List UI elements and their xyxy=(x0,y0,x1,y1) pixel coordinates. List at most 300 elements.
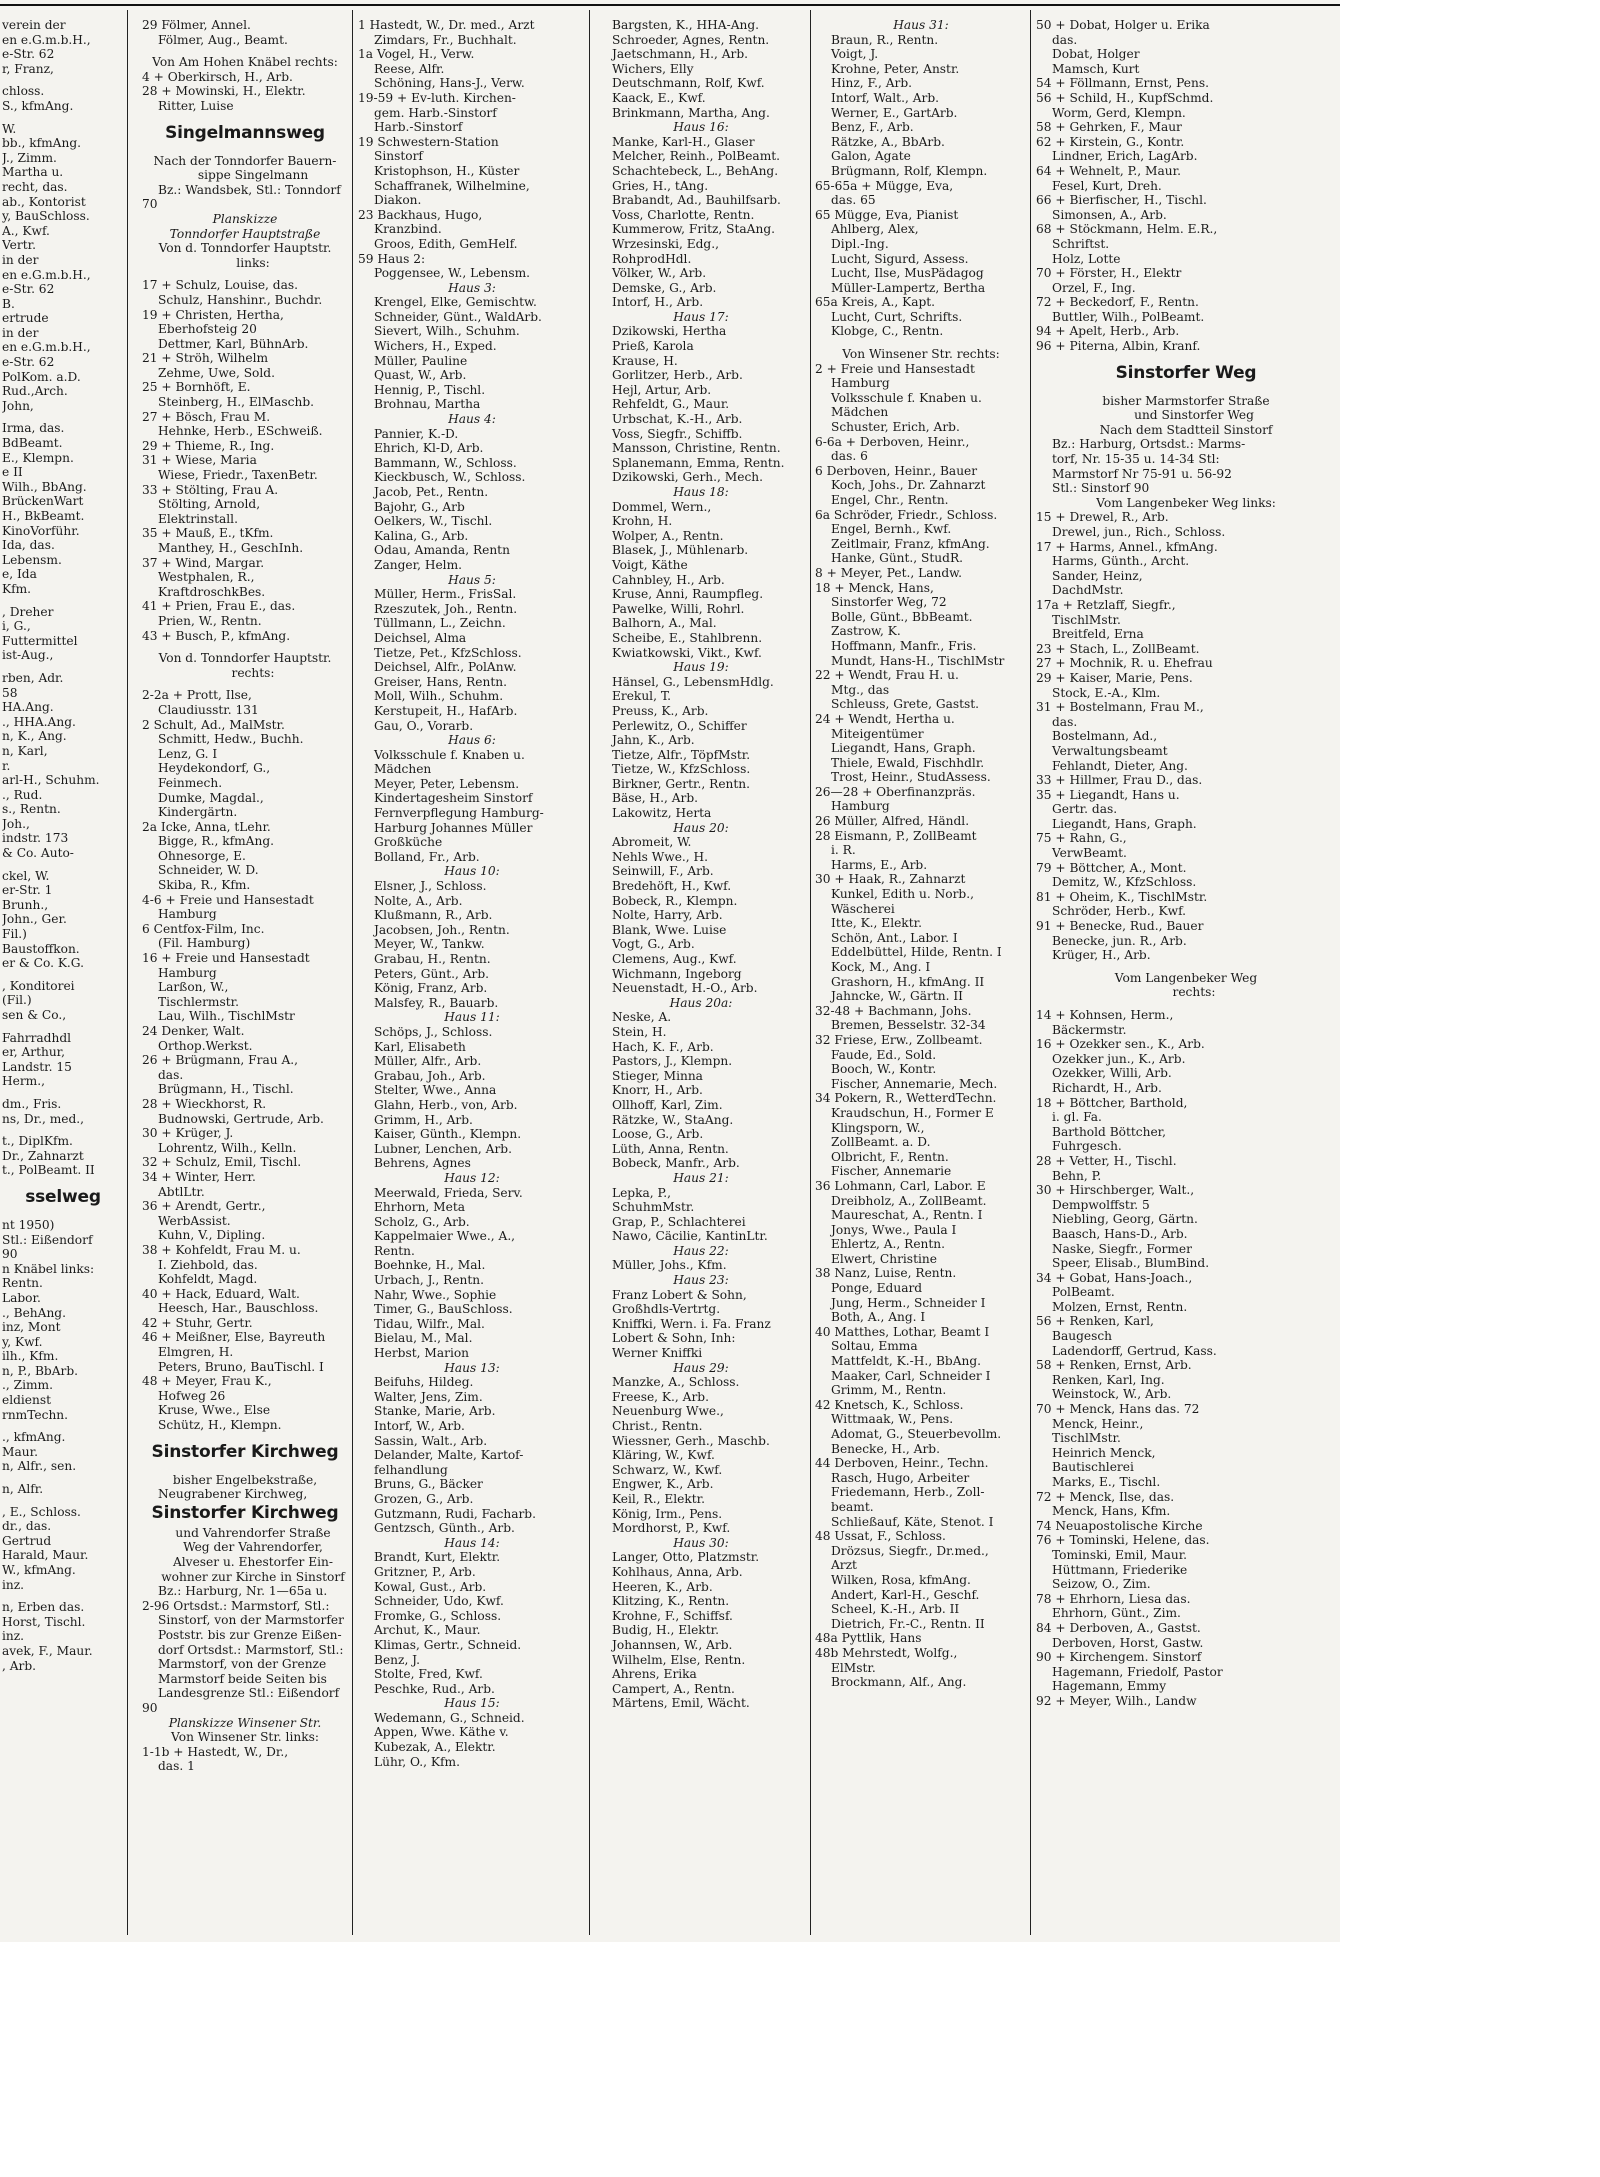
directory-entry: Fesel, Kurt, Dreh. xyxy=(1052,178,1162,193)
directory-entry: n, K., Ang. xyxy=(2,729,67,744)
directory-entry: Peters, Bruno, BauTischl. I xyxy=(158,1359,324,1374)
directory-entry: Bammann, W., Schloss. xyxy=(374,455,517,470)
directory-entry: 2-96 Ortsdst.: Marmstorf, Stl.: xyxy=(142,1598,330,1613)
directory-entry: Bargsten, K., HHA-Ang. xyxy=(612,18,760,32)
directory-entry: i. R. xyxy=(831,843,856,858)
directory-entry: Ahrens, Erika xyxy=(612,1667,697,1682)
directory-entry: Haus 15: xyxy=(444,1696,500,1711)
directory-entry: Haus 13: xyxy=(444,1360,500,1375)
directory-entry: Olbricht, F., Rentn. xyxy=(831,1149,949,1164)
directory-entry: Zimdars, Fr., Buchhalt. xyxy=(374,32,517,47)
directory-entry: Dr., Zahnarzt xyxy=(2,1148,84,1163)
directory-entry: 35 + Mauß, E., tKfm. xyxy=(142,526,274,541)
directory-entry: Stelter, Wwe., Anna xyxy=(374,1083,497,1098)
directory-entry: ., Rud. xyxy=(2,787,43,802)
directory-entry: Haus 31: xyxy=(893,18,949,32)
directory-entry: Stl.: Eißendorf xyxy=(2,1232,93,1247)
directory-entry: (Fil. Hamburg) xyxy=(158,936,251,951)
spacer xyxy=(2,76,124,84)
directory-entry: 65-65a + Mügge, Eva, xyxy=(815,178,954,193)
directory-entry: Stock, E.-A., Klm. xyxy=(1052,685,1161,700)
directory-entry: Dommel, Wern., xyxy=(612,499,712,514)
directory-entry: 25 + Bornhöft, E. xyxy=(142,380,251,395)
directory-entry: TischlMstr. xyxy=(1052,612,1121,627)
directory-entry: Bobeck, R., Klempn. xyxy=(612,893,738,908)
directory-entry: Kranzbind. xyxy=(374,222,442,237)
directory-entry: Gorlitzer, Herb., Arb. xyxy=(612,368,743,383)
directory-entry: Lakowitz, Herta xyxy=(612,806,712,821)
directory-entry: 33 + Stölting, Frau A. xyxy=(142,482,279,497)
directory-entry: Schütz, H., Klempn. xyxy=(158,1418,282,1433)
directory-entry: Schneider, Günt., WaldArb. xyxy=(374,309,542,324)
directory-entry: Fölmer, Aug., Beamt. xyxy=(158,32,288,47)
directory-entry: 92 + Meyer, Wilh., Landw xyxy=(1036,1693,1197,1708)
directory-entry: Liegandt, Hans, Graph. xyxy=(1052,816,1197,831)
directory-entry: Kowal, Gust., Arb. xyxy=(374,1579,487,1594)
directory-entry: Pastors, J., Klempn. xyxy=(612,1054,733,1069)
directory-entry: 66 + Bierfischer, H., Tischl. xyxy=(1036,193,1207,208)
directory-entry: Stölting, Arnold, xyxy=(158,497,261,512)
directory-entry: Kniffki, Wern. i. Fa. Franz xyxy=(612,1316,771,1331)
directory-entry: Elektrinstall. xyxy=(158,511,238,526)
spacer xyxy=(2,663,124,671)
directory-entry: Ida, das. xyxy=(2,538,55,553)
directory-entry: Haus 16: xyxy=(673,120,729,135)
directory-entry: Itte, K., Elektr. xyxy=(831,916,922,931)
directory-entry: Skiba, R., Kfm. xyxy=(158,878,251,893)
directory-entry: 91 + Benecke, Rud., Bauer xyxy=(1036,919,1204,934)
directory-entry: RohprodHdl. xyxy=(612,251,692,266)
directory-entry: gem. Harb.-Sinstorf xyxy=(374,105,497,120)
map-note: Tonndorfer Hauptstraße xyxy=(169,226,321,241)
directory-entry: Kappelmaier Wwe., A., xyxy=(374,1229,516,1244)
page-margin xyxy=(1340,0,1600,1942)
directory-entry: Oelkers, W., Tischl. xyxy=(374,514,493,529)
directory-entry: 64 + Wehnelt, P., Maur. xyxy=(1036,163,1181,178)
directory-entry: Preuss, K., Arb. xyxy=(612,703,709,718)
directory-entry: Stieger, Minna xyxy=(612,1068,703,1083)
directory-entry: Mundt, Hans-H., TischlMstr xyxy=(831,653,1005,668)
street-heading: Sinstorfer Kirchweg xyxy=(151,1441,339,1462)
directory-entry: Brockmann, Alf., Ang. xyxy=(831,1675,967,1690)
directory-entry: ., Zimm. xyxy=(2,1378,53,1393)
directory-entry: WerbAssist. xyxy=(158,1213,231,1228)
directory-entry: Benecke, jun. R., Arb. xyxy=(1052,933,1187,948)
directory-entry: ist-Aug., xyxy=(2,648,54,663)
directory-entry: Marmstorf Nr 75-91 u. 56-92 xyxy=(1052,466,1232,481)
directory-entry: Perlewitz, O., Schiffer xyxy=(612,718,747,733)
directory-entry: Von Winsener Str. rechts: xyxy=(842,347,1000,362)
directory-entry: Horst, Tischl. xyxy=(2,1614,86,1629)
directory-entry: Buttler, Wilh., PolBeamt. xyxy=(1052,309,1205,324)
directory-entry: 76 + Tominski, Helene, das. xyxy=(1036,1533,1210,1548)
directory-entry: Wichmann, Ingeborg xyxy=(612,966,742,981)
directory-entry: Ollhoff, Karl, Zim. xyxy=(612,1097,723,1112)
directory-entry: Kieckbusch, W., Schloss. xyxy=(374,470,526,485)
spacer xyxy=(2,1422,124,1430)
directory-entry: Klußmann, R., Arb. xyxy=(374,908,493,923)
directory-entry: Faude, Ed., Sold. xyxy=(831,1047,937,1062)
directory-entry: Gutzmann, Rudi, Facharb. xyxy=(374,1506,536,1521)
directory-entry: 56 + Schild, H., KupfSchmd. xyxy=(1036,90,1214,105)
directory-entry: Both, A., Ang. I xyxy=(831,1310,926,1325)
directory-entry: Haus 3: xyxy=(448,280,496,295)
directory-entry: Mädchen xyxy=(831,405,889,420)
directory-entry: Hamburg xyxy=(158,907,217,922)
directory-entry: Haus 6: xyxy=(448,733,496,748)
directory-entry: Weg der Vahrendorfer, xyxy=(183,1540,323,1555)
directory-entry: Reese, Alfr. xyxy=(374,61,445,76)
directory-entry: Andert, Karl-H., Geschf. xyxy=(831,1587,980,1602)
directory-entry: Sievert, Wilh., Schuhm. xyxy=(374,324,520,339)
directory-entry: 70 + Menck, Hans das. 72 xyxy=(1036,1402,1200,1417)
directory-entry: 15 + Drewel, R., Arb. xyxy=(1036,510,1169,525)
directory-entry: 26 Müller, Alfred, Händl. xyxy=(815,814,970,829)
directory-entry: Schneider, Udo, Kwf. xyxy=(374,1594,504,1609)
directory-entry: 62 + Kirstein, G., Kontr. xyxy=(1036,134,1185,149)
directory-entry: das. xyxy=(1052,32,1078,47)
directory-entry: Von Am Hohen Knäbel rechts: xyxy=(152,55,338,70)
directory-entry: Maaker, Carl, Schneider I xyxy=(831,1368,991,1383)
directory-entry: Erekul, T. xyxy=(612,689,672,704)
directory-entry: Behrens, Agnes xyxy=(374,1156,471,1171)
directory-entry: Steinberg, H., ElMaschb. xyxy=(158,395,314,410)
directory-entry: eldienst xyxy=(2,1393,52,1408)
directory-entry: Menck, Hans, Kfm. xyxy=(1052,1504,1171,1519)
directory-entry: ElMstr. xyxy=(831,1660,876,1675)
directory-entry: Holz, Lotte xyxy=(1052,251,1121,266)
directory-entry: Haus 10: xyxy=(444,864,500,879)
directory-entry: Orthop.Werkst. xyxy=(158,1038,253,1053)
directory-entry: Dempwolffstr. 5 xyxy=(1052,1197,1150,1212)
directory-entry: Knorr, H., Arb. xyxy=(612,1083,703,1098)
directory-entry: Jonys, Wwe., Paula I xyxy=(831,1222,957,1237)
directory-entry: Martha u. xyxy=(2,165,64,180)
directory-entry: Kristophson, H., Küster xyxy=(374,163,520,178)
directory-entry: 90 + Kirchengem. Sinstorf xyxy=(1036,1650,1202,1665)
directory-entry: Nach der Tonndorfer Bauern- xyxy=(153,153,337,168)
directory-entry: Speer, Elisab., BlumBind. xyxy=(1052,1256,1210,1271)
directory-entry: Gritzner, P., Arb. xyxy=(374,1564,476,1579)
directory-entry: Sassin, Walt., Arb. xyxy=(374,1433,488,1448)
directory-entry: Friedemann, Herb., Zoll- xyxy=(831,1485,985,1500)
directory-entry: Neske, A. xyxy=(612,1010,672,1025)
directory-entry: Engel, Bernh., Kwf. xyxy=(831,522,952,537)
directory-entry: Lucht, Curt, Schrifts. xyxy=(831,309,963,324)
directory-entry: Benecke, H., Arb. xyxy=(831,1441,940,1456)
directory-entry: Wolper, A., Rentn. xyxy=(612,528,724,543)
directory-entry: Rätzke, W., StaAng. xyxy=(612,1112,734,1127)
directory-entry: 6 Centfox-Film, Inc. xyxy=(142,921,265,936)
directory-entry: Splanemann, Emma, Rentn. xyxy=(612,455,785,470)
spacer xyxy=(2,971,124,979)
directory-entry: Kohfeldt, Magd. xyxy=(158,1272,258,1287)
directory-entry: Rentn. xyxy=(374,1243,415,1258)
directory-entry: Von Winsener Str. links: xyxy=(171,1730,319,1745)
directory-entry: Haus 20: xyxy=(673,820,729,835)
directory-entry: Gries, H., tAng. xyxy=(612,178,709,193)
directory-entry: 48 Ussat, F., Schloss. xyxy=(815,1529,946,1544)
directory-entry: Fuhrgesch. xyxy=(1052,1139,1122,1154)
directory-entry: 38 Nanz, Luise, Rentn. xyxy=(815,1266,957,1281)
spacer xyxy=(2,1474,124,1482)
directory-entry: Greiser, Hans, Rentn. xyxy=(374,674,507,689)
directory-entry: 44 Derboven, Heinr., Techn. xyxy=(815,1456,989,1471)
directory-entry: Fromke, G., Schloss. xyxy=(374,1608,502,1623)
directory-entry: s., Rentn. xyxy=(2,802,61,817)
directory-entry: VerwBeamt. xyxy=(1052,846,1127,861)
directory-entry: Niebling, Georg, Gärtn. xyxy=(1052,1212,1198,1227)
directory-entry: Gertr. das. xyxy=(1052,802,1118,817)
directory-entry: 17 + Schulz, Louise, das. xyxy=(142,278,298,293)
directory-entry: Kummerow, Fritz, StaAng. xyxy=(612,222,775,237)
directory-entry: 23 + Stach, L., ZollBeamt. xyxy=(1036,641,1200,656)
directory-entry: Lobert & Sohn, Inh: xyxy=(612,1331,736,1346)
directory-entry: Deichsel, Alfr., PolAnw. xyxy=(374,660,517,675)
directory-entry: Nolte, A., Arb. xyxy=(374,893,463,908)
directory-entry: Ozekker jun., K., Arb. xyxy=(1052,1051,1186,1066)
directory-entry: 4-6 + Freie und Hansestadt xyxy=(142,892,314,907)
directory-entry: 33 + Hillmer, Frau D., das. xyxy=(1036,773,1203,788)
directory-entry: dr., das. xyxy=(2,1519,52,1534)
directory-entry: Malsfey, R., Bauarb. xyxy=(374,995,499,1010)
directory-entry: Odau, Amanda, Rentn xyxy=(374,543,510,558)
directory-entry: Herm., xyxy=(2,1074,45,1089)
directory-entry: Hamburg xyxy=(831,376,890,391)
directory-entry: n, Karl, xyxy=(2,743,48,758)
directory-entry: Harms, E., Arb. xyxy=(831,857,928,872)
directory-entry: Blank, Wwe. Luise xyxy=(612,922,727,937)
directory-entry: i. gl. Fa. xyxy=(1052,1110,1102,1125)
directory-entry: Sinstorf xyxy=(374,149,423,164)
directory-entry: Zastrow, K. xyxy=(831,624,901,639)
directory-entry: 38 + Kohfeldt, Frau M. u. xyxy=(142,1242,301,1257)
directory-entry: Joh., xyxy=(2,816,30,831)
directory-entry: 84 + Derboven, A., Gastst. xyxy=(1036,1620,1201,1635)
directory-entry: Zanger, Helm. xyxy=(374,557,463,572)
directory-entry: Manthey, H., GeschInh. xyxy=(158,541,304,555)
directory-entry: Lubner, Lenchen, Arb. xyxy=(374,1141,512,1156)
directory-entry: 40 + Hack, Eduard, Walt. xyxy=(142,1286,300,1301)
spacer xyxy=(2,1592,124,1600)
directory-entry: 65 Mügge, Eva, Pianist xyxy=(815,207,959,222)
directory-entry: Müller, Alfr., Arb. xyxy=(374,1054,482,1069)
directory-entry: Deutschmann, Rolf, Kwf. xyxy=(612,76,765,91)
directory-entry: Vertr. xyxy=(2,238,36,253)
directory-entry: Heinrich Menck, xyxy=(1052,1445,1156,1460)
directory-entry: t., PolBeamt. II xyxy=(2,1163,95,1178)
directory-entry: 32 Friese, Erw., Zollbeamt. xyxy=(815,1032,983,1047)
directory-entry: Keil, R., Elektr. xyxy=(612,1491,705,1506)
directory-entry: 58 xyxy=(2,685,18,700)
directory-entry: Walter, Jens, Zim. xyxy=(374,1389,483,1404)
directory-entry: Jacobsen, Joh., Rentn. xyxy=(374,922,510,937)
directory-entry: Müller, Johs., Kfm. xyxy=(612,1258,727,1273)
directory-entry: Baustoffkon. xyxy=(2,941,80,956)
directory-entry: Werner Kniffki xyxy=(612,1346,703,1361)
directory-entry: Pawelke, Willi, Rohrl. xyxy=(612,601,745,616)
column-divider xyxy=(127,10,128,1935)
directory-entry: Schöning, Hans-J., Verw. xyxy=(374,76,525,91)
directory-entry: Kfm. xyxy=(2,581,32,596)
directory-entry: König, Irm., Pens. xyxy=(612,1506,723,1521)
directory-entry: 30 + Haak, R., Zahnarzt xyxy=(815,872,966,887)
directory-entry: Derboven, Horst, Gastw. xyxy=(1052,1635,1204,1650)
directory-entry: Johannsen, W., Arb. xyxy=(612,1637,733,1652)
directory-entry: Grimm, H., Arb. xyxy=(374,1112,473,1127)
directory-entry: Heeren, K., Arb. xyxy=(612,1579,713,1594)
directory-entry: Grap, P., Schlachterei xyxy=(612,1214,746,1229)
spacer xyxy=(142,146,348,154)
directory-entry: Eberhofsteig 20 xyxy=(158,322,257,337)
directory-entry: Stein, H. xyxy=(612,1024,667,1039)
directory-entry: Benz, J. xyxy=(374,1652,420,1667)
directory-entry: 34 + Winter, Herr. xyxy=(142,1169,256,1184)
directory-entry: r, Franz, xyxy=(2,61,54,76)
directory-entry: Schleuss, Grete, Gastst. xyxy=(831,697,980,712)
directory-entry: en e.G.m.b.H., xyxy=(2,340,91,355)
directory-entry: Engel, Chr., Rentn. xyxy=(831,493,949,507)
directory-entry: 19-59 + Ev-luth. Kirchen- xyxy=(358,90,516,105)
directory-column-5 xyxy=(815,18,1027,1690)
directory-entry: Franz Lobert & Sohn, xyxy=(612,1287,747,1302)
directory-entry: Nawo, Cäcilie, KantinLtr. xyxy=(612,1229,768,1244)
directory-entry: rechts: xyxy=(231,665,275,680)
directory-entry: Arzt xyxy=(831,1558,857,1573)
directory-entry: Hänsel, G., LebensmHdlg. xyxy=(612,674,774,689)
directory-entry: John, xyxy=(2,398,34,413)
directory-entry: Lebensm. xyxy=(2,552,62,567)
directory-entry: Soltau, Emma xyxy=(831,1339,918,1354)
spacer xyxy=(142,47,348,55)
directory-entry: Nehls Wwe., H. xyxy=(612,849,709,864)
directory-entry: 19 + Christen, Hertha, xyxy=(142,307,284,322)
directory-entry: 23 Backhaus, Hugo, xyxy=(358,207,483,222)
directory-entry: Kraudschun, H., Former E xyxy=(831,1105,994,1120)
directory-entry: y, Kwf. xyxy=(2,1334,43,1349)
directory-entry: Prieß, Karola xyxy=(612,339,694,354)
directory-entry: Scholz, G., Arb. xyxy=(374,1214,470,1229)
directory-entry: 48 + Meyer, Frau K., xyxy=(142,1374,272,1389)
directory-entry: Intorf, W., Arb. xyxy=(374,1419,465,1433)
directory-entry: SchuhmMstr. xyxy=(612,1200,695,1215)
directory-entry: und Vahrendorfer Straße xyxy=(175,1525,331,1540)
directory-entry: Lepka, P., xyxy=(612,1185,671,1200)
spacer xyxy=(142,1465,348,1473)
directory-entry: 65a Kreis, A., Kapt. xyxy=(815,295,936,310)
directory-entry: Hach, K. F., Arb. xyxy=(612,1039,714,1054)
directory-entry: 50 + Dobat, Holger u. Erika xyxy=(1036,18,1210,32)
directory-entry: 6-6a + Derboven, Heinr., xyxy=(815,434,970,449)
directory-entry: Hamburg xyxy=(158,965,217,980)
directory-entry: Bigge, R., kfmAng. xyxy=(158,834,274,849)
directory-entry: Bz.: Harburg, Nr. 1—65a u. xyxy=(158,1584,328,1599)
directory-entry: Blasek, J., Mühlenarb. xyxy=(612,543,749,558)
directory-entry: Jacob, Pet., Rentn. xyxy=(374,485,489,499)
directory-entry: rben, Adr. xyxy=(2,670,64,685)
spacer xyxy=(2,1023,124,1031)
directory-entry: Wichers, H., Exped. xyxy=(374,339,497,354)
directory-entry: y, BauSchloss. xyxy=(2,209,90,224)
directory-entry: S., kfmAng. xyxy=(2,98,74,113)
directory-entry: Dobat, Holger xyxy=(1052,47,1140,62)
directory-entry: Liegandt, Hans, Graph. xyxy=(831,741,976,756)
directory-entry: Haus 29: xyxy=(673,1360,729,1375)
directory-entry: König, Franz, Arb. xyxy=(374,981,488,996)
directory-entry: Jahn, K., Arb. xyxy=(612,733,695,748)
directory-entry: ab., Kontorist xyxy=(2,194,86,209)
directory-entry: Rasch, Hugo, Arbeiter xyxy=(831,1470,970,1485)
directory-entry: 28 Eismann, P., ZollBeamt xyxy=(815,828,977,843)
directory-entry: 34 Pokern, R., WetterdTechn. xyxy=(815,1091,997,1106)
directory-entry: n, Alfr., sen. xyxy=(2,1459,77,1474)
directory-entry: Manke, Karl-H., Glaser xyxy=(612,134,755,149)
directory-entry: ., BehAng. xyxy=(2,1305,66,1320)
directory-entry: Seizow, O., Zim. xyxy=(1052,1577,1151,1592)
directory-entry: e II xyxy=(2,465,23,480)
directory-entry: Cahnbley, H., Arb. xyxy=(612,572,725,587)
directory-entry: Miteigentümer xyxy=(831,726,924,741)
directory-entry: 70 xyxy=(142,197,158,212)
directory-entry: E., Klempn. xyxy=(2,450,74,465)
directory-entry: Renken, Karl, Ing. xyxy=(1052,1372,1165,1387)
directory-entry: 1 Hastedt, W., Dr. med., Arzt xyxy=(358,18,535,32)
directory-entry: Bautischlerei xyxy=(1052,1460,1134,1475)
directory-entry: Grimm, M., Rentn. xyxy=(831,1383,947,1398)
directory-entry: Meyer, Peter, Lebensm. xyxy=(374,776,520,791)
directory-entry: Gertrud xyxy=(2,1533,52,1548)
directory-entry: wohner zur Kirche in Sinstorf xyxy=(161,1569,345,1584)
spacer xyxy=(2,114,124,122)
directory-entry: Dreibholz, A., ZollBeamt. xyxy=(831,1193,987,1208)
directory-entry: links: xyxy=(236,255,270,270)
directory-entry: in der xyxy=(2,325,39,340)
directory-entry: Hofweg 26 xyxy=(158,1388,226,1403)
directory-entry: Maur. xyxy=(2,1444,38,1459)
directory-entry: Lucht, Sigurd, Assess. xyxy=(831,251,969,266)
directory-entry: Rehfeldt, G., Maur. xyxy=(612,397,730,412)
directory-entry: Tidau, Wilfr., Mal. xyxy=(374,1316,485,1331)
directory-entry: KraftdroschkBes. xyxy=(158,584,266,599)
directory-entry: Großhdls-Vertrtg. xyxy=(612,1302,721,1317)
directory-entry: 46 + Meißner, Else, Bayreuth xyxy=(142,1330,326,1345)
directory-entry: Intorf, Walt., Arb. xyxy=(831,90,940,105)
directory-entry: Dettmer, Karl, BühnArb. xyxy=(158,336,309,351)
directory-entry: Marmstorf, von der Grenze xyxy=(158,1657,327,1672)
directory-entry: nt 1950) xyxy=(2,1217,55,1232)
directory-entry: Hejl, Artur, Arb. xyxy=(612,382,712,397)
directory-entry: Futtermittel xyxy=(2,633,78,648)
directory-entry: Brügmann, Rolf, Klempn. xyxy=(831,163,988,178)
directory-entry: Ritter, Luise xyxy=(158,98,234,113)
directory-entry: Poststr. bis zur Grenze Eißen- xyxy=(158,1627,342,1642)
directory-entry: Tüllmann, L., Zeichn. xyxy=(374,616,506,631)
directory-entry: 42 + Stuhr, Gertr. xyxy=(142,1315,253,1330)
directory-entry: 41 + Prien, Frau E., das. xyxy=(142,599,296,614)
directory-entry: Krüger, H., Arb. xyxy=(1052,948,1151,963)
directory-entry: Dzikowski, Hertha xyxy=(612,324,727,339)
directory-entry: 31 + Bostelmann, Frau M., xyxy=(1036,700,1204,715)
directory-entry: Poggensee, W., Lebensm. xyxy=(374,266,531,281)
directory-entry: Wilken, Rosa, kfmAng. xyxy=(831,1572,971,1587)
directory-entry: Haus 18: xyxy=(673,485,729,499)
directory-entry: Elwert, Christine xyxy=(831,1251,937,1266)
directory-entry: Quast, W., Arb. xyxy=(374,368,467,383)
directory-entry: Hagemann, Friedolf, Pastor xyxy=(1052,1664,1223,1679)
directory-entry: Müller, Pauline xyxy=(374,353,468,368)
directory-entry: Grabau, Joh., Arb. xyxy=(374,1068,486,1083)
directory-entry: 26 + Brügmann, Frau A., xyxy=(142,1053,298,1068)
